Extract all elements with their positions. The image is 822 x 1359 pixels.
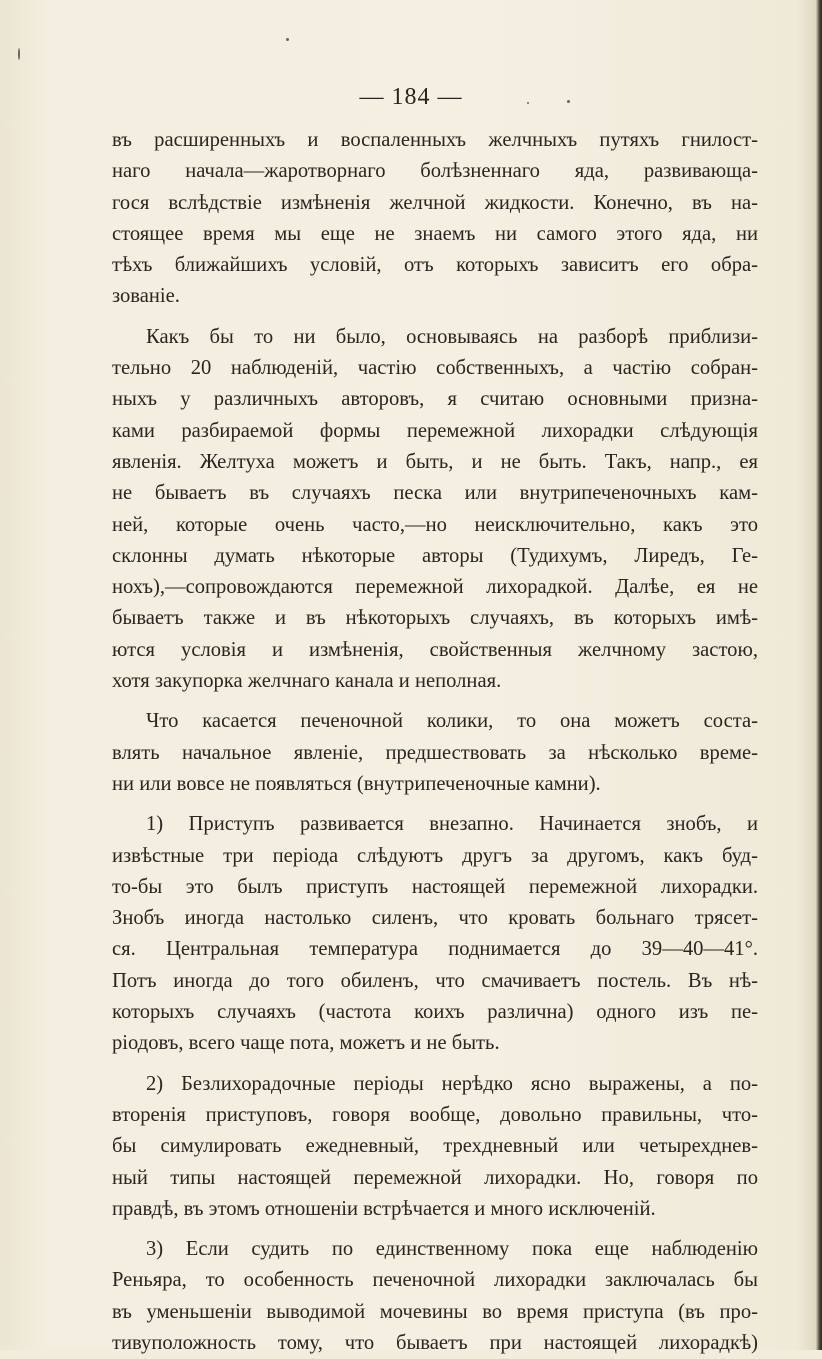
text-line: бываетъ также и въ нѣкоторыхъ случаяхъ, въ которыхъ имѣ- [112,607,758,630]
text-line: тѣхъ ближайшихъ условій, отъ которыхъ зависитъ его обра- [112,254,758,277]
text-line: стоящее время мы еще не знаемъ ни самого этого яда, ни [112,222,758,245]
text-line: влять начальное явленіе, предшествовать за нѣсколько време- [112,741,758,764]
text-line: ками разбираемой формы перемежной лихорадки слѣдующія [112,419,758,442]
text-line: 1) Приступъ развивается внезапно. Начинается знобъ, и [146,813,758,836]
text-line: Знобъ иногда настолько силенъ, что кровать больнаго трясет- [112,907,758,930]
text-line: нохъ),—сопровождаются перемежной лихорадкой. Далѣе, ея не [112,576,758,599]
text-line: склонны думать нѣкоторые авторы (Тудихумъ, Лиредъ, Ге- [112,544,758,567]
page-edge-shadow [816,0,822,1350]
text-line: 2) Безлихорадочные періоды нерѣдко ясно выражены, а по- [146,1072,758,1095]
text-line: Реньяра, то особенность печеночной лихорадки заключалась бы [112,1269,758,1292]
text-line: не бываетъ въ случаяхъ песка или внутрипеченочныхъ кам- [112,482,758,505]
text-line: Что касается печеночной колики, то она можетъ соста- [146,710,758,733]
text-line: ни или вовсе не появляться (внутрипеченочные камни). [112,772,601,795]
text-line: явленія. Желтуха можетъ и быть, и не быть. Такъ, напр., ея [112,450,758,473]
text-line: то-бы это былъ приступъ настоящей перемежной лихорадки. [112,875,758,898]
text-line: въ расширенныхъ и воспаленныхъ желчныхъ путяхъ гнилост- [112,129,758,151]
text-line: тивуположность тому, что бываетъ при настоящей лихорадкѣ) [112,1331,758,1354]
text-line: наго начала—жаротворнаго болѣзненнаго яда, развивающа- [112,160,758,183]
text-line: бы симулировать ежедневный, трехдневный или четырехднев- [112,1135,758,1158]
text-line: которыхъ случаяхъ (частота коихъ различна) одного изъ пе- [112,1001,758,1024]
text-line: ріодовъ, всего чаще пота, можетъ и не быть. [112,1032,500,1055]
text-line: 3) Если судить по единственному пока еще наблюденію [146,1238,758,1261]
text-line: ней, которые очень часто,—но неисключительно, какъ это [112,513,758,536]
page-number: — 184 — [359,84,463,110]
paper-speck [286,38,289,41]
text-line: Потъ иногда до того обиленъ, что смачиваетъ постель. Въ нѣ- [112,969,758,992]
text-line: гося вслѣдствіе измѣненія желчной жидкости. Конечно, въ на- [112,191,758,214]
text-line: ются условія и измѣненія, свойственныя желчному застою, [112,638,758,661]
paper-speck [18,48,20,60]
text-line: зованіе. [112,285,180,308]
text-line: ный типы настоящей перемежной лихорадки. Но, говоря по [112,1166,758,1189]
text-line: хотя закупорка желчнаго канала и неполная. [112,670,502,693]
text-line: вторенія приступовъ, говоря вообще, довольно правильны, что- [112,1103,758,1126]
text-line: ся. Центральная температура поднимается до 39—40—41°. [112,938,758,961]
text-line: правдѣ, въ этомъ отношеніи встрѣчается и много исключеній. [112,1197,656,1220]
text-line: въ уменьшеніи выводимой мочевины во время приступа (въ про- [112,1300,758,1323]
body-text [112,125,758,1359]
text-line: извѣстные три періода слѣдуютъ другъ за другомъ, какъ буд- [112,844,758,867]
text-line: тельно 20 наблюденій, частію собственныхъ, а частію собран- [112,357,758,380]
text-line: ныхъ у различныхъ авторовъ, я считаю основными призна- [112,388,758,411]
text-line: Какъ бы то ни было, основываясь на разборѣ приблизи- [146,325,758,348]
